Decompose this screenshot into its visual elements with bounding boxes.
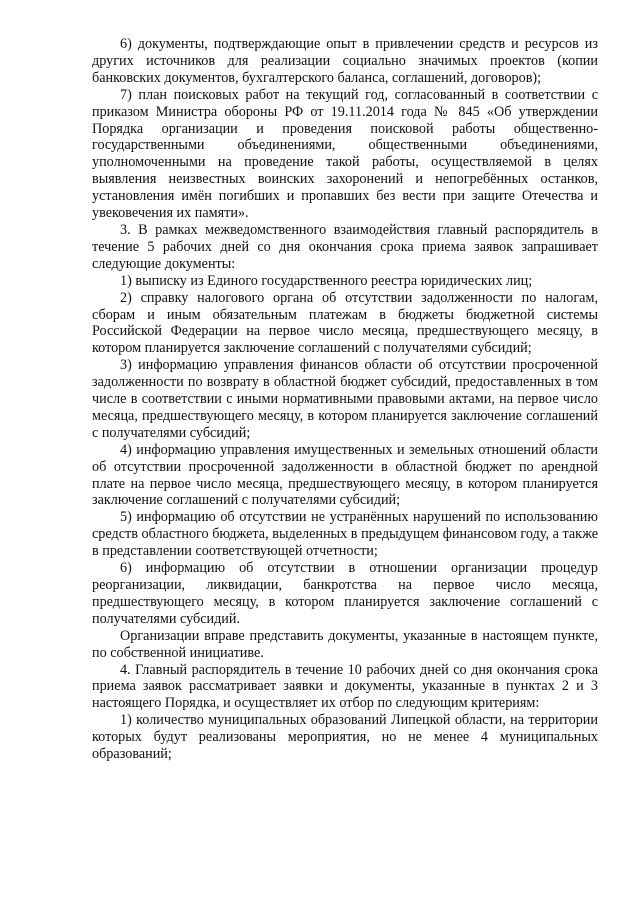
paragraph-point-3: 3. В рамках межведомственного взаимодействия главный распорядитель в течение 5 рабочих дней со дня окончания срока приема заявок запрашивает следующие документы: [92,221,598,272]
paragraph-item-5-violations-info: 5) информацию об отсутствии не устранённых нарушений по использованию средств областного бюджета, выделенных в предыдущем финансовом году, а также в представлении соответствующей отчетности; [92,509,598,560]
paragraph-item-3-finance-info: 3) информацию управления финансов области об отсутствии просроченной задолженности по возврату в областной бюджет субсидий, предоставленных в том числе в соответствии с иными нормативными правовыми актами, на первое число месяца, предшествующего месяцу, в котором планируется заключение соглашений с получателями субсидий; [92,357,598,441]
paragraph-item-7-search-plan: 7) план поисковых работ на текущий год, согласованный в соответствии с приказом Министра обороны РФ от 19.11.2014 года № 845 «Об утверждении Порядка организации и проведения поисковой работы общественно-государственными объединениями, общественными объединениями, уполномоченными на проведение такой работы, осуществляемой в целях выявления неизвестных воинских захоронений и непогребённых останков, установления имён погибших и пропавших без вести при защите Отечества и увековечения их памяти». [92,86,598,222]
paragraph-own-initiative: Организации вправе представить документы, указанные в настоящем пункте, по собственной инициативе. [92,627,598,661]
paragraph-item-4-property-info: 4) информацию управления имущественных и земельных отношений области об отсутствии просроченной задолженности в областной бюджет по арендной плате на первое число месяца, предшествующего месяцу, в котором планируется заключение соглашений с получателями субсидий; [92,441,598,509]
paragraph-item-2-tax-certificate: 2) справку налогового органа об отсутствии задолженности по налогам, сборам и иным обязательным платежам в бюджеты бюджетной системы Российской Федерации на первое число месяца, предшествующего месяцу, в котором планируется заключение соглашений с получателями субсидий; [92,289,598,357]
document-page [92,36,598,763]
paragraph-point-4: 4. Главный распорядитель в течение 10 рабочих дней со дня окончания срока приема заявок рассматривает заявки и документы, указанные в пунктах 2 и 3 настоящего Порядка, и осуществляет их отбор по следующим критериям: [92,661,598,712]
paragraph-item-1-extract: 1) выписку из Единого государственного реестра юридических лиц; [120,272,533,289]
paragraph-item-6-reorganization-info: 6) информацию об отсутствии в отношении организации процедур реорганизации, ликвидации, банкротства на первое число месяца, предшествующего месяцу, в котором планируется заключение соглашений с получателями субсидий. [92,560,598,627]
paragraph-criterion-1: 1) количество муниципальных образований Липецкой области, на территории которых будут реализованы мероприятия, но не менее 4 муниципальных образований; [92,712,598,763]
paragraph-item-6-documents: 6) документы, подтверждающие опыт в привлечении средств и ресурсов из других источников для реализации социально значимых проектов (копии банковских документов, бухгалтерского баланса, соглашений, договоров); [92,36,598,86]
